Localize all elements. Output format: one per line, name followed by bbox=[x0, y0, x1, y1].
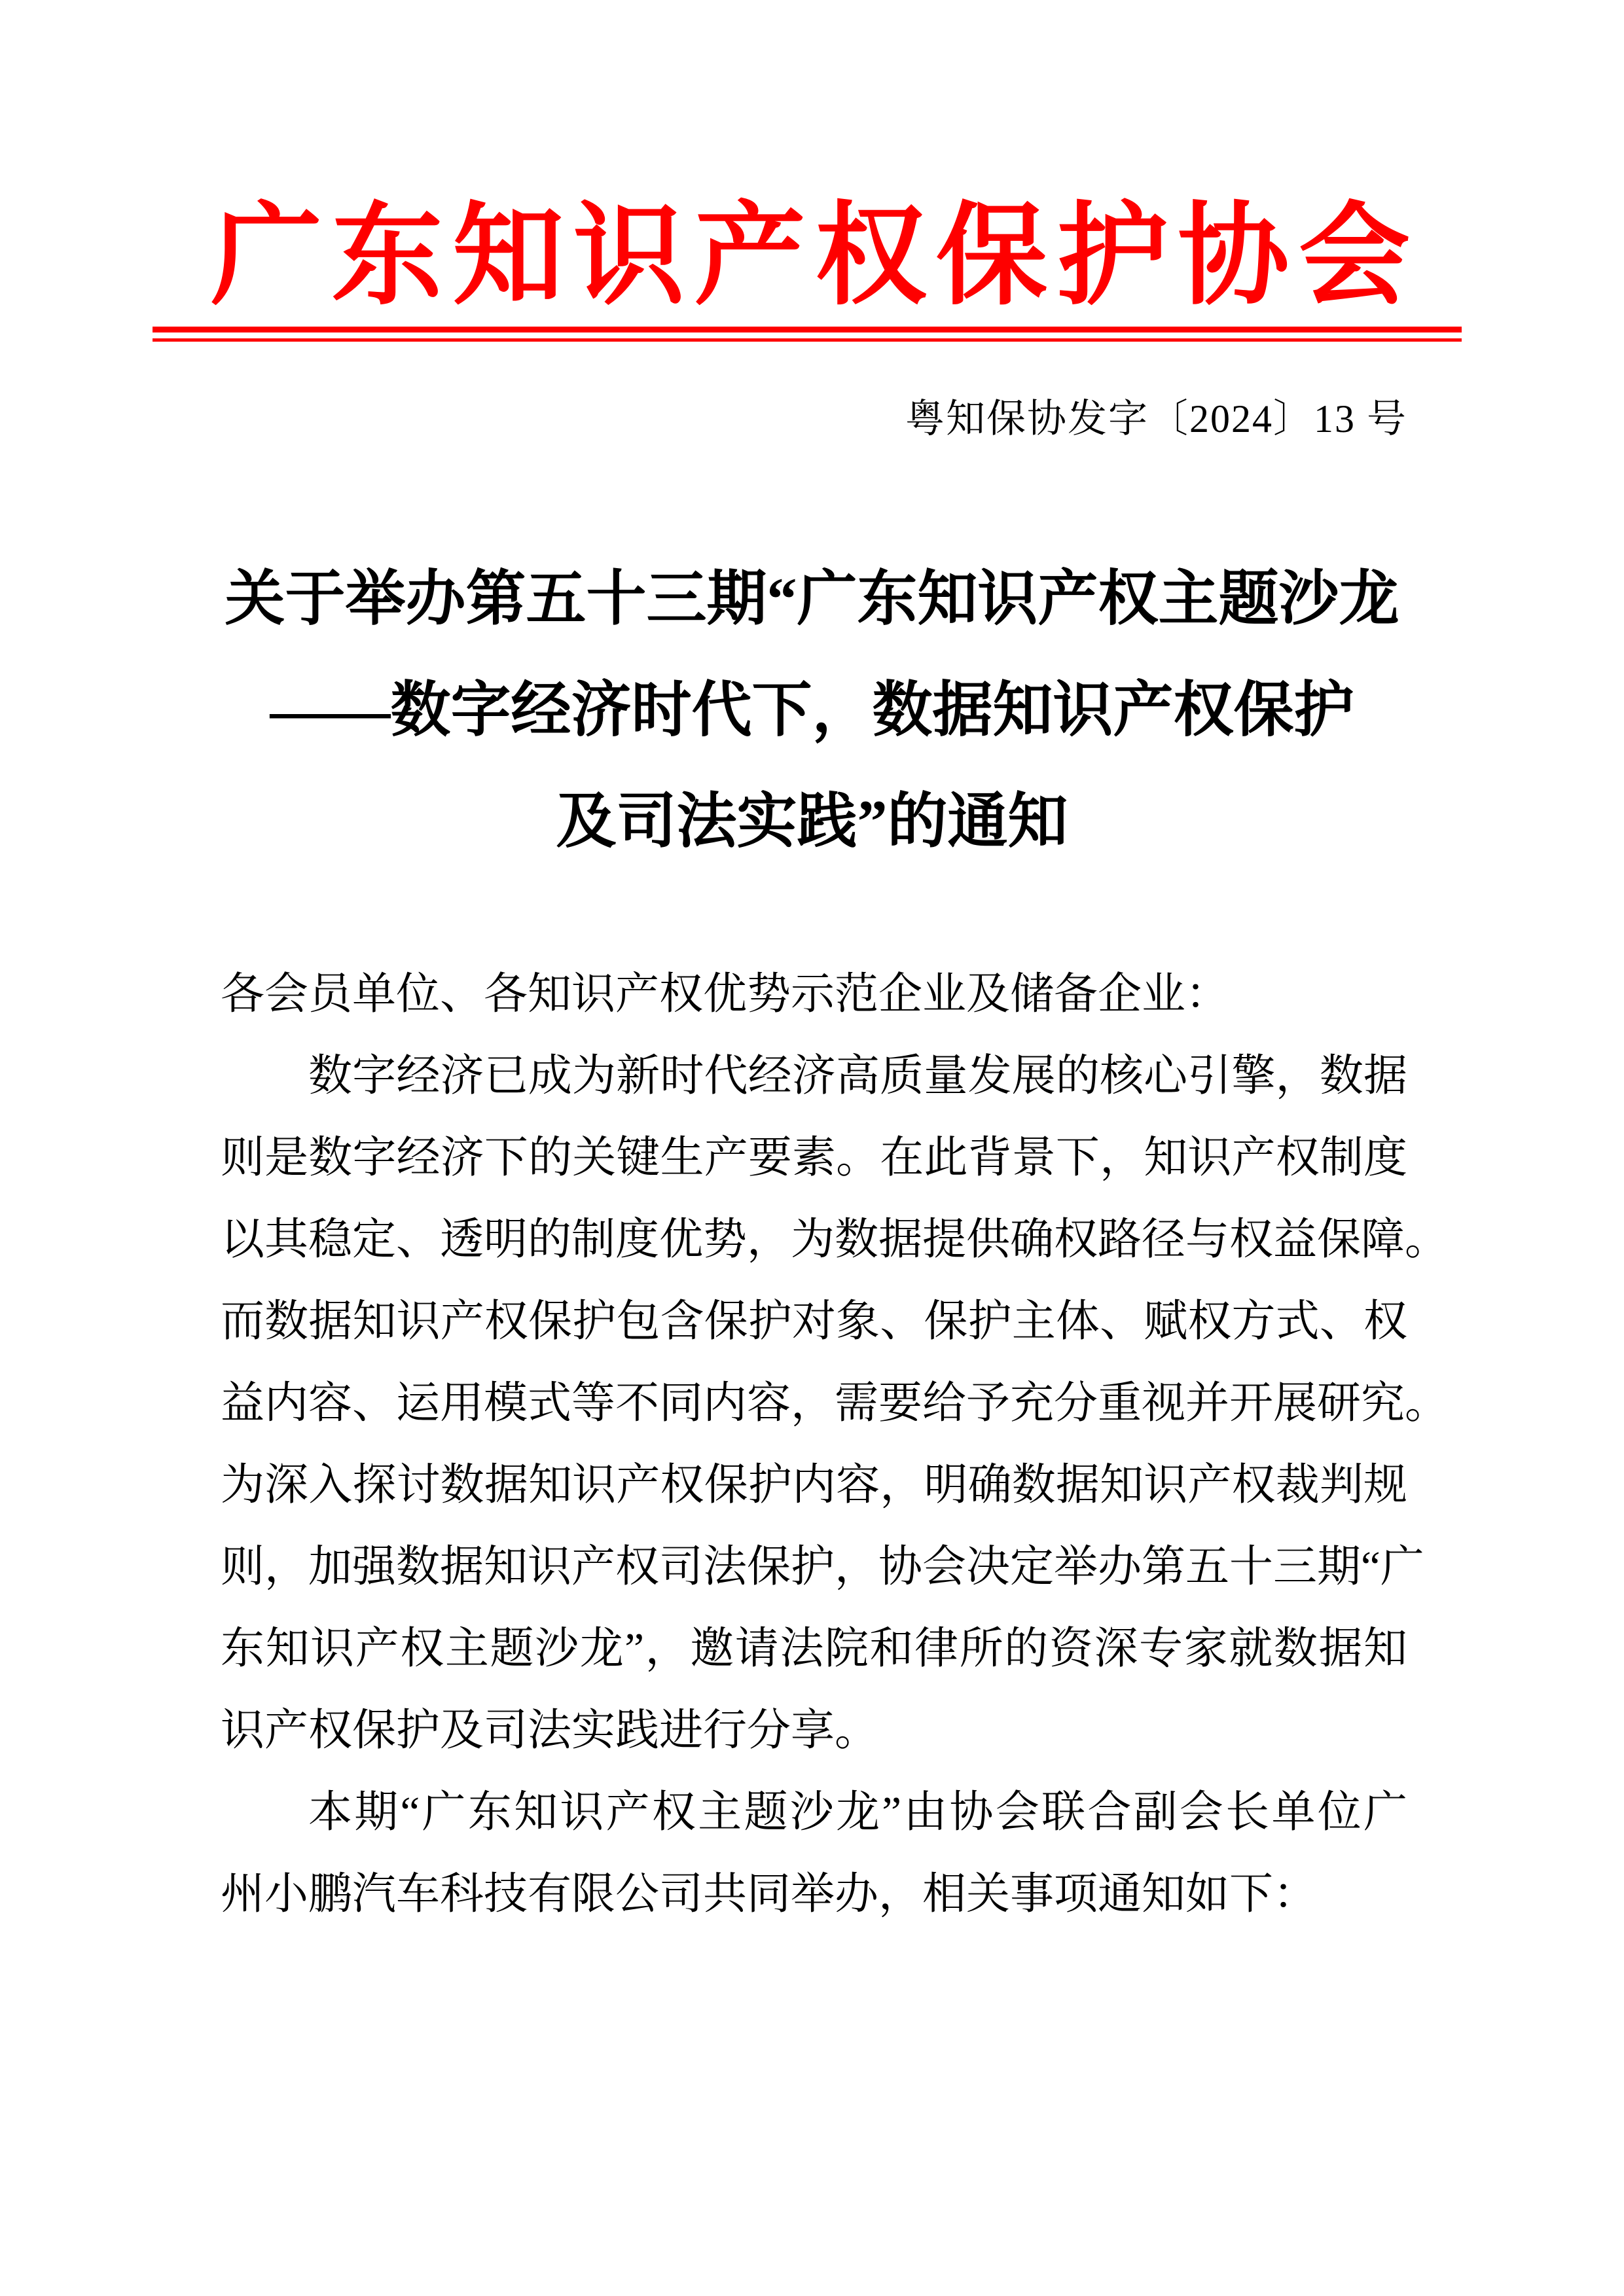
body-line: 东知识产权主题沙龙”，邀请法院和律所的资深专家就数据知 bbox=[221, 1624, 1407, 1673]
body-line: 州小鹏汽车科技有限公司共同举办，相关事项通知如下： bbox=[221, 1870, 1317, 1918]
notice-title-line1: 关于举办第五十三期“广东知识产权主题沙龙 bbox=[225, 565, 1399, 632]
body-line: 为深入探讨数据知识产权保护内容，明确数据知识产权裁判规 bbox=[221, 1461, 1407, 1509]
body-line: 数字经济已成为新时代经济高质量发展的核心引擎，数据 bbox=[308, 1052, 1407, 1100]
body-text bbox=[221, 954, 1449, 1935]
body-line: 则是数字经济下的关键生产要素。在此背景下，知识产权制度 bbox=[221, 1134, 1407, 1182]
notice-title-line3: 及司法实践”的通知 bbox=[556, 788, 1068, 855]
letterhead-rule-thin bbox=[153, 338, 1462, 342]
body-line: 则，加强数据知识产权司法保护，协会决定举办第五十三期“广 bbox=[221, 1543, 1424, 1591]
body-line: 而数据知识产权保护包含保护对象、保护主体、赋权方式、权 bbox=[221, 1297, 1407, 1346]
body-line: 识产权保护及司法实践进行分享。 bbox=[221, 1706, 878, 1755]
body-line: 本期“广东知识产权主题沙龙”由协会联合副会长单位广 bbox=[308, 1788, 1407, 1837]
doc-reference-number: 粤知保协发字〔2024〕13 号 bbox=[905, 397, 1407, 440]
notice-title bbox=[0, 543, 1624, 877]
salutation: 各会员单位、各知识产权优势示范企业及储备企业： bbox=[221, 970, 1229, 1018]
letterhead-org-name: 广东知识产权保护协会 bbox=[211, 195, 1410, 318]
notice-title-line2: ——数字经济时代下，数据知识产权保护 bbox=[270, 677, 1354, 744]
body-line: 益内容、运用模式等不同内容，需要给予充分重视并开展研究。 bbox=[221, 1379, 1449, 1427]
body-line: 以其稳定、透明的制度优势，为数据提供确权路径与权益保障。 bbox=[221, 1215, 1449, 1264]
letterhead-rule-thick bbox=[153, 327, 1462, 332]
